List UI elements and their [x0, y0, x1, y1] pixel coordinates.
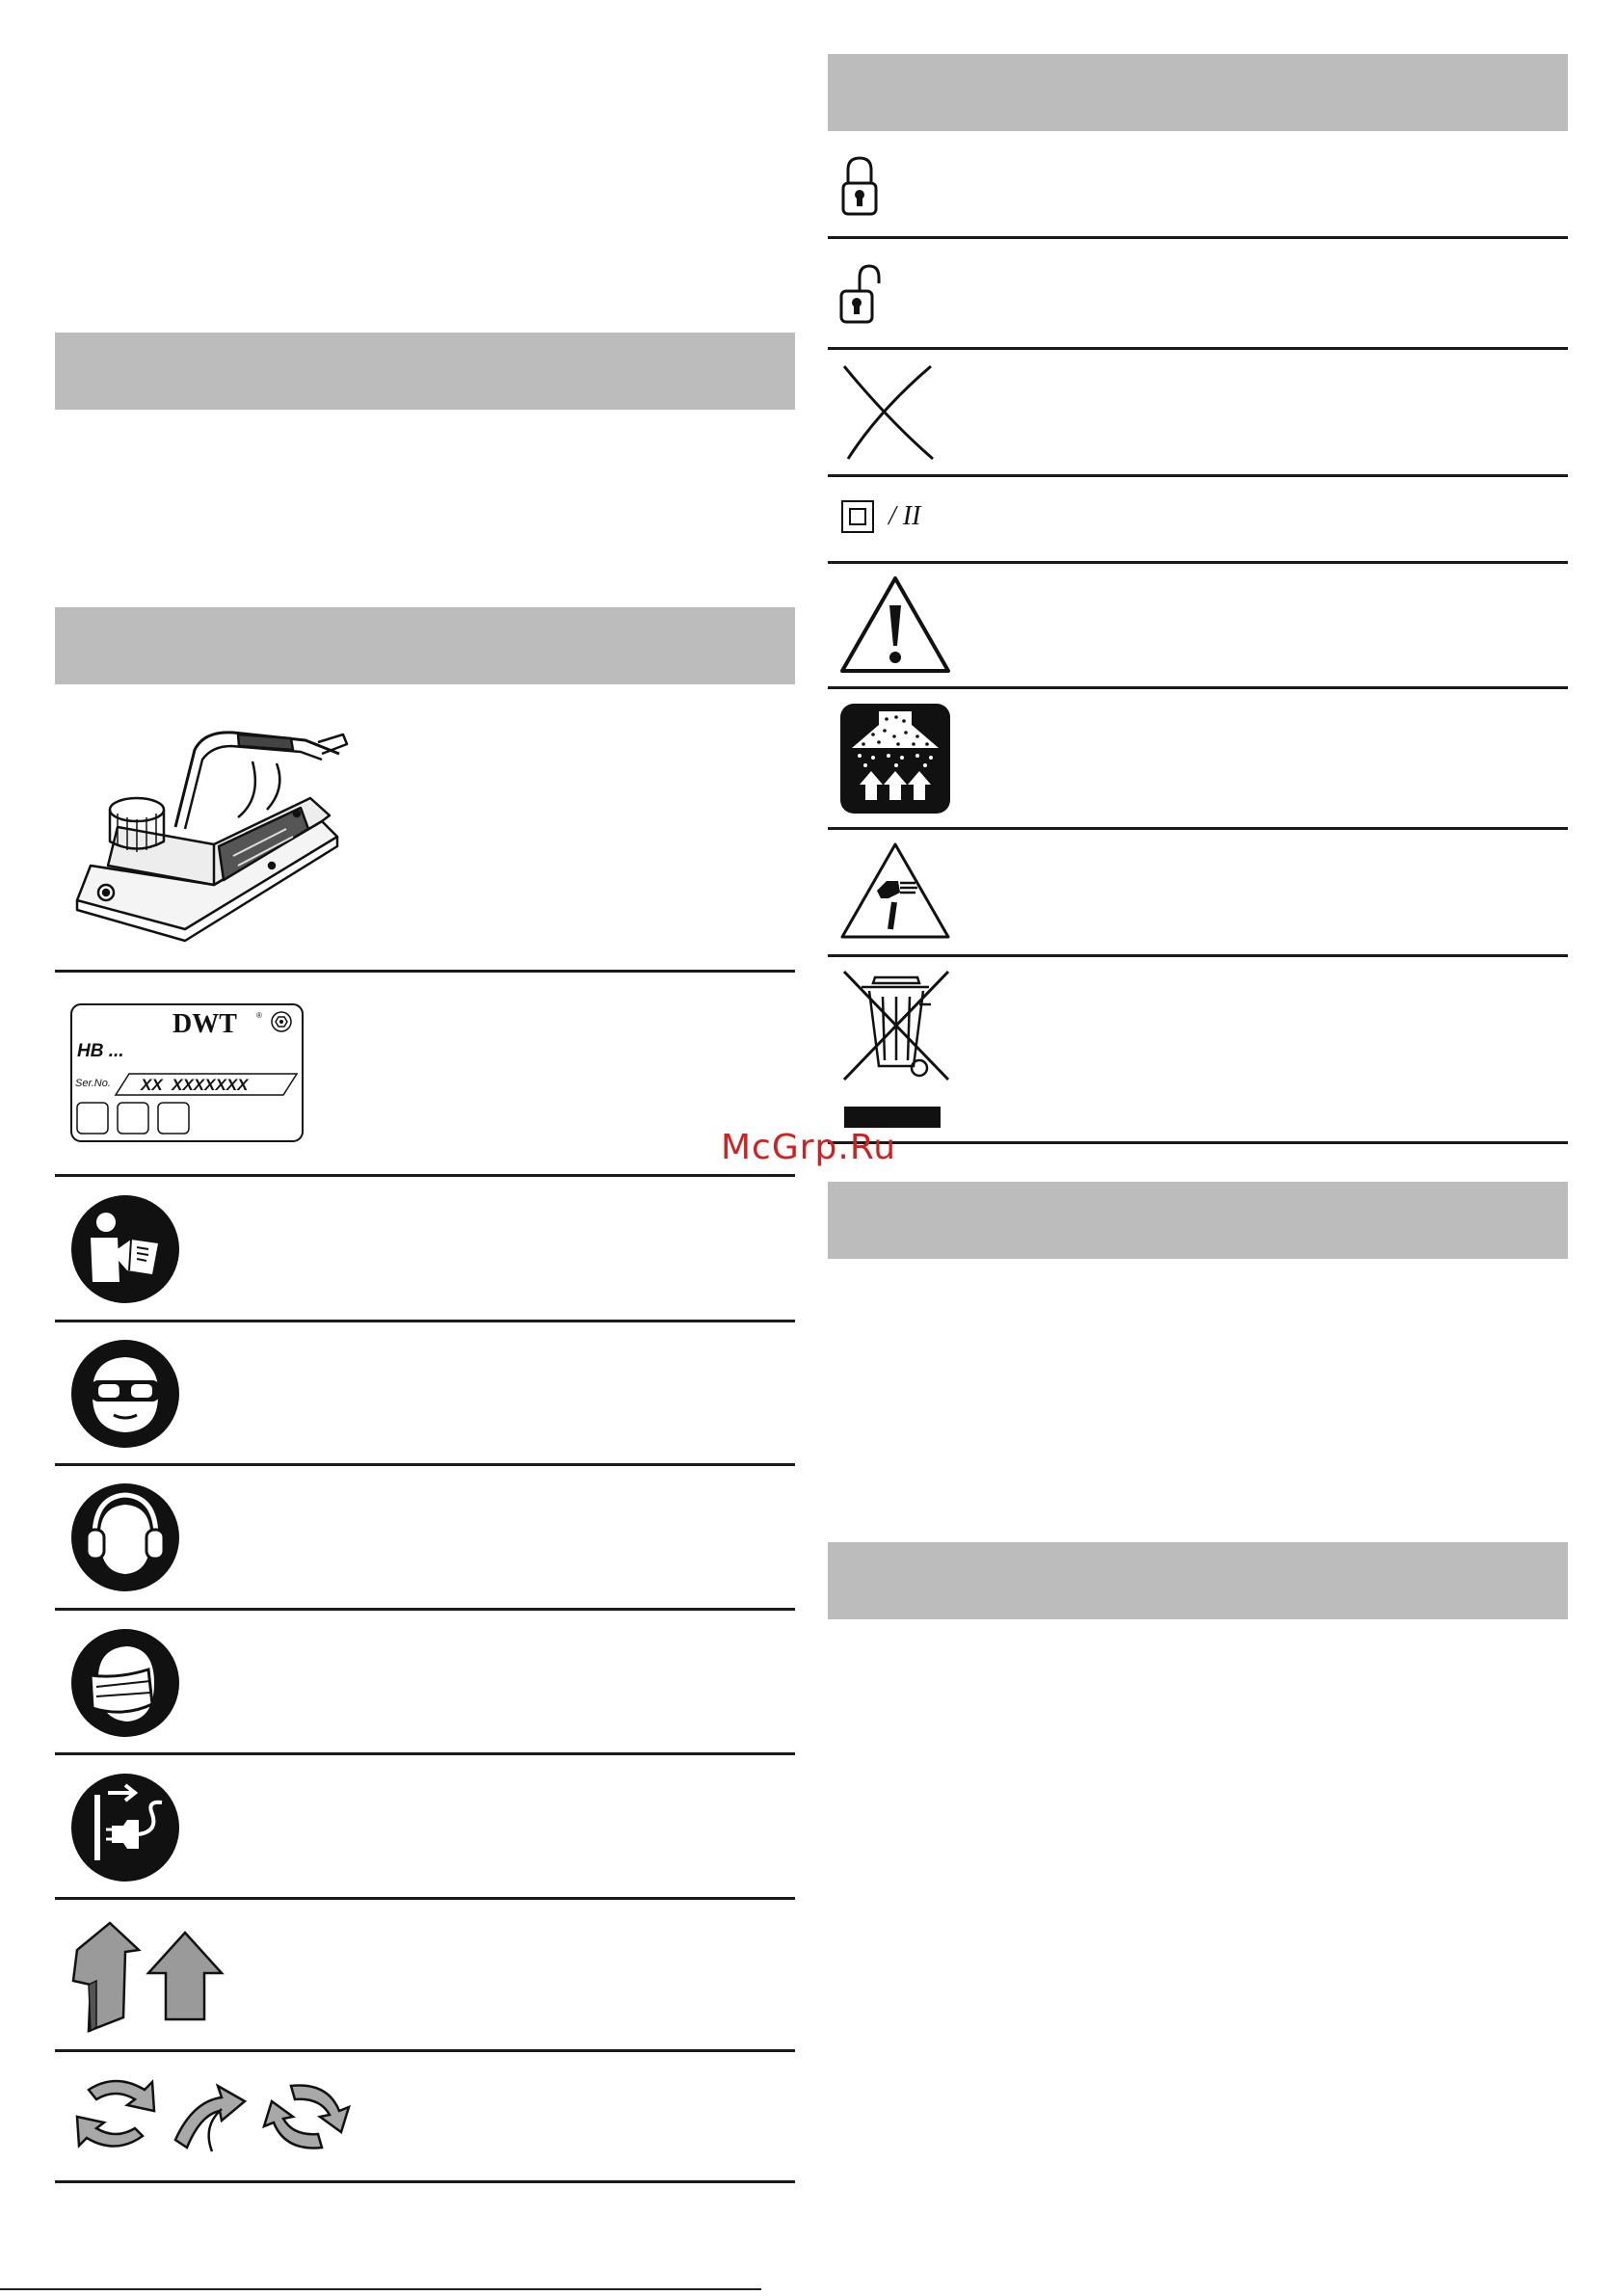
section-header-bar — [828, 1182, 1568, 1259]
divider — [55, 1463, 795, 1466]
read-manual-icon — [69, 1193, 181, 1305]
watermark: McGrp.Ru — [721, 1128, 897, 1167]
divider — [828, 561, 1568, 564]
class-ii-label: / II — [889, 501, 921, 531]
section-header-bar — [55, 333, 795, 410]
cutting-hazard-icon — [838, 841, 952, 941]
divider — [828, 1141, 1568, 1144]
divider — [55, 1608, 795, 1611]
dust-extraction-icon — [838, 702, 952, 815]
divider — [828, 474, 1568, 477]
divider — [55, 1320, 795, 1322]
eye-protection-icon — [69, 1338, 181, 1450]
prohibited-cross-icon — [840, 362, 937, 463]
unlocked-icon — [838, 262, 883, 326]
divider — [55, 1174, 795, 1177]
divider — [55, 2049, 795, 2052]
plate-serial-value: XX XXXXXXX — [141, 1076, 249, 1094]
divider — [828, 686, 1568, 689]
divider — [55, 2180, 795, 2183]
divider — [828, 954, 1568, 957]
plate-serial-label: Ser.No. — [75, 1078, 111, 1089]
divider — [55, 970, 795, 973]
rotation-arrows-icon — [67, 2072, 366, 2159]
direction-arrows-icon — [69, 1913, 233, 2033]
dust-mask-icon — [69, 1627, 181, 1739]
section-header-bar — [828, 54, 1568, 131]
divider — [55, 1897, 795, 1900]
planer-illustration — [69, 721, 349, 945]
divider — [828, 827, 1568, 830]
class-ii-insulation-icon — [840, 499, 875, 534]
ear-protection-icon — [69, 1482, 181, 1593]
warning-triangle-icon — [838, 574, 952, 675]
divider — [828, 236, 1568, 239]
footer-line — [0, 2288, 761, 2290]
divider — [55, 1752, 795, 1755]
weee-crossed-bin-icon — [840, 968, 952, 1132]
section-header-bar — [828, 1542, 1568, 1619]
plate-brand: DWT — [172, 1009, 237, 1039]
divider — [828, 347, 1568, 350]
svg-text:®: ® — [256, 1011, 262, 1020]
plate-model: HB ... — [77, 1041, 124, 1061]
unplug-icon — [69, 1772, 181, 1883]
section-header-bar — [55, 607, 795, 684]
locked-icon — [840, 154, 879, 218]
rating-plate — [69, 1002, 305, 1143]
